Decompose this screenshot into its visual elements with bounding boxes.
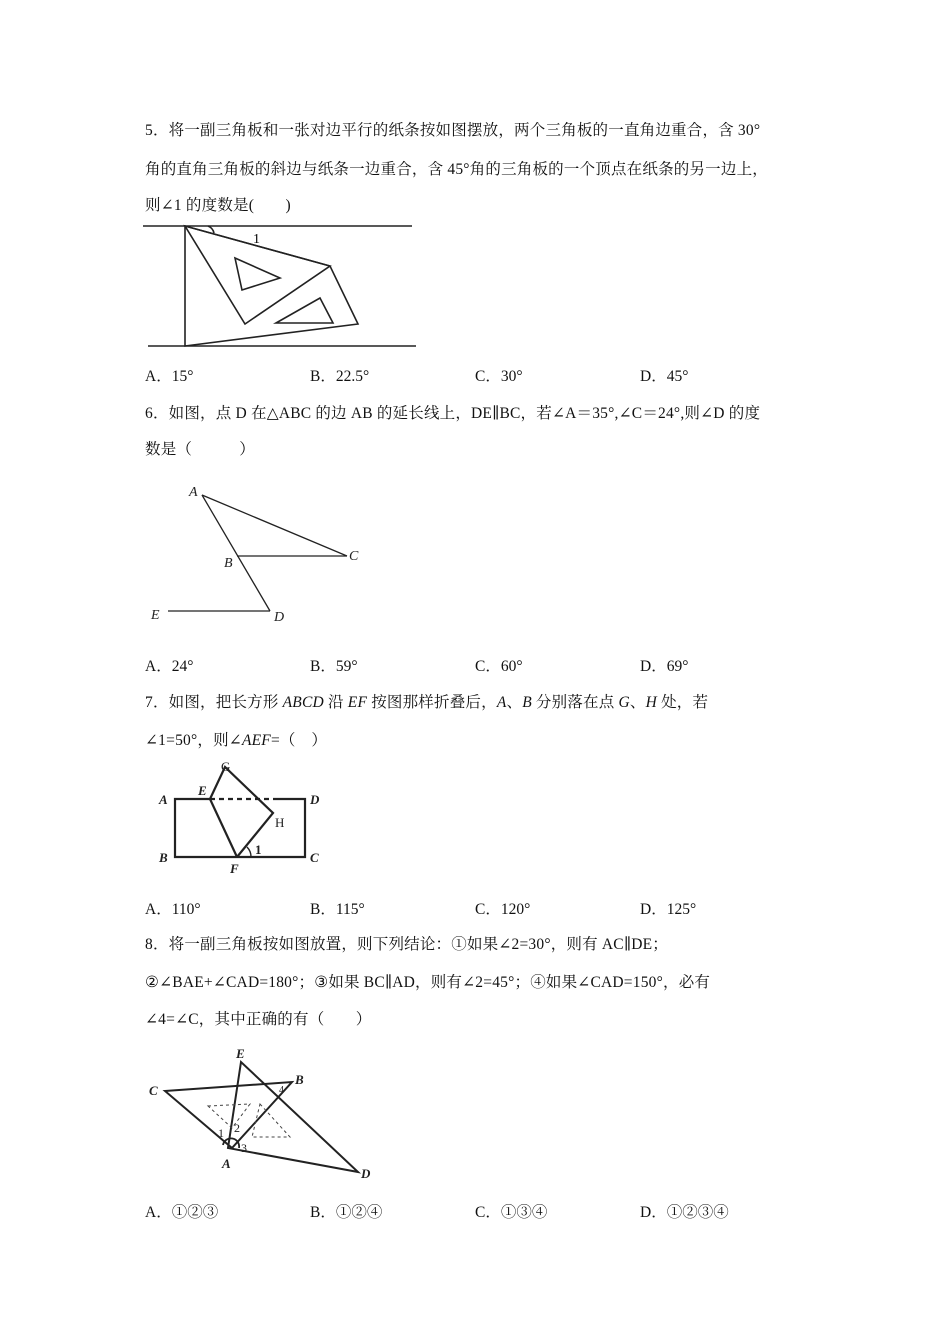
q7-folded-part: [210, 767, 273, 857]
q8-option-b[interactable]: B．①②④: [310, 1204, 383, 1221]
q7-label-a: A: [159, 792, 168, 807]
q8-angle-label-2: 2: [234, 1121, 240, 1135]
q7-line2-part-1: ∠1=50°，则∠: [145, 732, 242, 749]
q6-option-a[interactable]: A．24°: [145, 658, 194, 675]
q6-label-d: D: [274, 610, 285, 625]
q8-label-c: C: [149, 1083, 158, 1098]
q7-angle-arc: [247, 847, 251, 857]
q6-figure: [140, 478, 380, 628]
q5-inner-hole-1: [235, 258, 280, 290]
q7-point-a: A: [496, 694, 507, 711]
q7-label-b: B: [159, 850, 168, 865]
q8-option-d[interactable]: D．①②③④: [640, 1204, 729, 1221]
q6-label-a: A: [189, 485, 198, 500]
q7-text-part-6: 、: [629, 694, 646, 711]
q5-triangle-45-outline: [185, 226, 358, 346]
q7-option-c[interactable]: C．120°: [475, 901, 531, 918]
q7-option-d[interactable]: D．125°: [640, 901, 697, 918]
q8-angle-label-1: 1: [218, 1126, 224, 1140]
q7-angle-aef: AEF: [241, 732, 271, 749]
q6-option-d[interactable]: D．69°: [640, 658, 689, 675]
q7-label-g: G: [221, 759, 231, 774]
q6-label-c: C: [349, 549, 359, 564]
q7-label-e: E: [198, 783, 207, 798]
q8-angle-label-4: 4: [279, 1085, 284, 1096]
q5-inner-hole-2: [276, 298, 333, 323]
q5-angle-label-1: 1: [253, 232, 260, 247]
q5-text-line-3: 则∠1 的度数是( ): [145, 197, 291, 214]
q7-point-g: G: [618, 694, 630, 711]
q8-option-a[interactable]: A．①②③: [145, 1204, 219, 1221]
q7-option-a[interactable]: A．110°: [145, 901, 201, 918]
q6-text-line-1: 6．如图，点 D 在△ABC 的边 AB 的延长线上，DE∥BC，若∠A＝35°,∠C＝24°,则∠D 的度: [145, 405, 761, 422]
q6-label-b: B: [224, 556, 233, 571]
q7-text-part-2: 沿: [323, 694, 348, 711]
q6-option-b[interactable]: B．59°: [310, 658, 358, 675]
q6-text-line-2: 数是（ ）: [145, 441, 255, 458]
q7-text-line-1: [145, 690, 708, 712]
q7-rect-name: ABCD: [282, 694, 324, 711]
q7-label-h: H: [275, 815, 285, 830]
q6-line-ac: [202, 495, 347, 556]
q7-text-part-5: 分别落在点: [531, 694, 619, 711]
q8-inner-hole-1: [208, 1104, 250, 1128]
q8-text-line-2: ②∠BAE+∠CAD=180°；③如果 BC∥AD，则有∠2=45°；④如果∠CAD=150°，必有: [145, 974, 711, 991]
q5-option-c[interactable]: C．30°: [475, 368, 523, 385]
q6-line-ad: [202, 495, 270, 611]
q5-figure: [140, 220, 420, 352]
q8-label-b: B: [295, 1072, 304, 1087]
q7-point-h: H: [645, 694, 658, 711]
q8-label-a: A: [222, 1156, 231, 1171]
q7-label-f: F: [230, 861, 239, 876]
q7-text-part-1: 7．如图，把长方形: [145, 694, 283, 711]
q7-text-part-4: 、: [506, 694, 523, 711]
q5-option-b[interactable]: B．22.5°: [310, 368, 370, 385]
q7-label-d: D: [310, 792, 320, 807]
q7-figure: [155, 755, 335, 880]
q7-text-part-3: 按图那样折叠后，: [367, 694, 497, 711]
q8-option-c[interactable]: C．①③④: [475, 1204, 548, 1221]
q5-option-a[interactable]: A．15°: [145, 368, 194, 385]
q5-option-d[interactable]: D．45°: [640, 368, 689, 385]
q6-label-e: E: [151, 608, 160, 623]
q7-option-b[interactable]: B．115°: [310, 901, 365, 918]
q8-label-d: D: [361, 1166, 371, 1181]
q8-label-e: E: [236, 1046, 245, 1061]
q7-fold-line-name: EF: [347, 694, 368, 711]
q8-angle-label-3: 3: [241, 1141, 247, 1155]
q7-text-line-2: [145, 728, 327, 750]
q7-line2-part-2: =（ ）: [270, 732, 328, 749]
q7-rectangle-outline: [175, 799, 305, 857]
q7-text-part-7: 处，若: [657, 694, 709, 711]
q5-text-line-2: 角的直角三角板的斜边与纸条一边重合，含 45°角的三角板的一个顶点在纸条的另一边上，: [145, 161, 768, 178]
q7-label-1: 1: [255, 842, 262, 857]
q5-text-line-1: 5．将一副三角板和一张对边平行的纸条按如图摆放，两个三角板的一直角边重合，含 30°: [145, 122, 761, 139]
q7-fold-line-ef: [210, 799, 237, 857]
q8-triangle-aed: [228, 1062, 358, 1172]
q7-label-c: C: [310, 850, 319, 865]
q8-figure: [140, 1042, 380, 1182]
q6-option-c[interactable]: C．60°: [475, 658, 523, 675]
q7-point-b: B: [522, 694, 532, 711]
q8-text-line-3: ∠4=∠C，其中正确的有（ ）: [145, 1011, 372, 1028]
q8-text-line-1: 8．将一副三角板按如图放置，则下列结论：①如果∠2=30°，则有 AC∥DE；: [145, 936, 668, 953]
